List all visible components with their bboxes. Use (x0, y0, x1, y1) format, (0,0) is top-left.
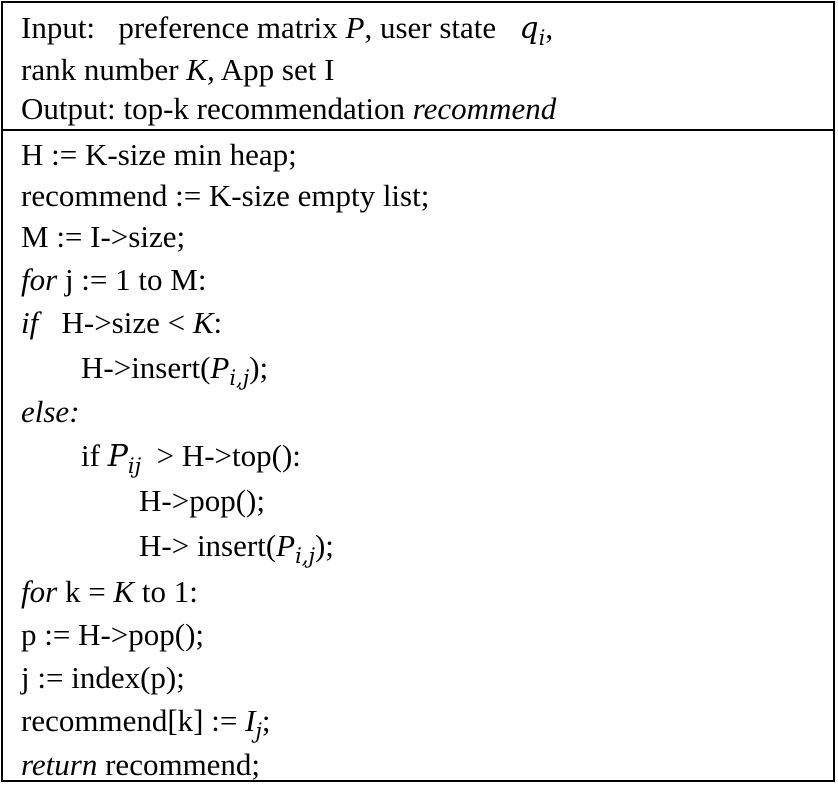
var-i: I (245, 703, 256, 738)
if-keyword: if (21, 305, 39, 340)
var-p: P (345, 10, 365, 45)
code-line-2: recommend := K-size empty list; (21, 178, 430, 213)
comma: , (545, 10, 554, 45)
close-paren: ); (249, 350, 269, 385)
code-line-pop: H->pop(); (139, 483, 265, 518)
for-text: j := 1 to M: (57, 262, 207, 297)
var-p: P (276, 528, 296, 563)
return-text: recommend; (97, 747, 261, 782)
var-k: K (113, 574, 135, 609)
code-line-return (21, 747, 260, 783)
var-p-sub: i,j (295, 544, 315, 568)
output-text: Output: top-k recommendation (21, 91, 413, 126)
code-line-for2 (21, 574, 198, 610)
algorithm-box (1, 1, 835, 782)
if-text: H->size < (38, 305, 193, 340)
input-text: preference matrix (118, 10, 346, 45)
code-line-insert2 (139, 528, 334, 574)
app-text: App set I (214, 52, 335, 87)
output-var: recommend (412, 91, 557, 126)
var-p-sub: ij (127, 454, 142, 478)
input-label: Input: (21, 10, 96, 45)
code-line-if2 (81, 438, 301, 484)
for2-text-end: to 1: (134, 574, 198, 609)
for2-text: k = (57, 574, 114, 609)
header-divider (3, 129, 833, 131)
insert-call: H-> insert( (139, 528, 277, 563)
semicolon: ; (261, 703, 271, 738)
else-keyword: else: (21, 394, 80, 429)
code-line-insert (81, 350, 268, 396)
code-line-p-pop: p := H->pop(); (21, 617, 205, 652)
code-line-else (21, 394, 80, 430)
colon: : (213, 305, 223, 340)
recommend-assign: recommend[k] := (21, 703, 246, 738)
input-line (21, 10, 553, 56)
var-i-sub: j (255, 719, 262, 743)
code-line-1: H := K-size min heap; (21, 137, 297, 172)
code-line-recommend (21, 703, 271, 749)
var-q: q (519, 11, 539, 46)
var-p-sub: i,j (229, 366, 250, 390)
return-keyword: return (21, 747, 98, 782)
for-keyword: for (21, 574, 58, 609)
var-k: K, (186, 52, 215, 87)
var-p: P (107, 439, 128, 474)
rank-line (21, 52, 334, 88)
code-line-if (21, 305, 222, 341)
close-paren: ); (314, 528, 334, 563)
insert-call: H->insert( (81, 350, 211, 385)
var-q-sub: i (538, 26, 546, 50)
var-p: P (210, 350, 230, 385)
code-line-3: M := I->size; (21, 219, 186, 254)
output-line (21, 91, 556, 127)
var-k: K (192, 305, 214, 340)
input-text-user-state: , user state (364, 10, 497, 45)
code-line-j-index: j := index(p); (21, 660, 185, 695)
if2-keyword: if (81, 438, 108, 473)
code-line-for (21, 262, 206, 298)
compare-top: > H->top(): (141, 438, 301, 473)
for-keyword: for (21, 262, 58, 297)
rank-text: rank number (21, 52, 187, 87)
